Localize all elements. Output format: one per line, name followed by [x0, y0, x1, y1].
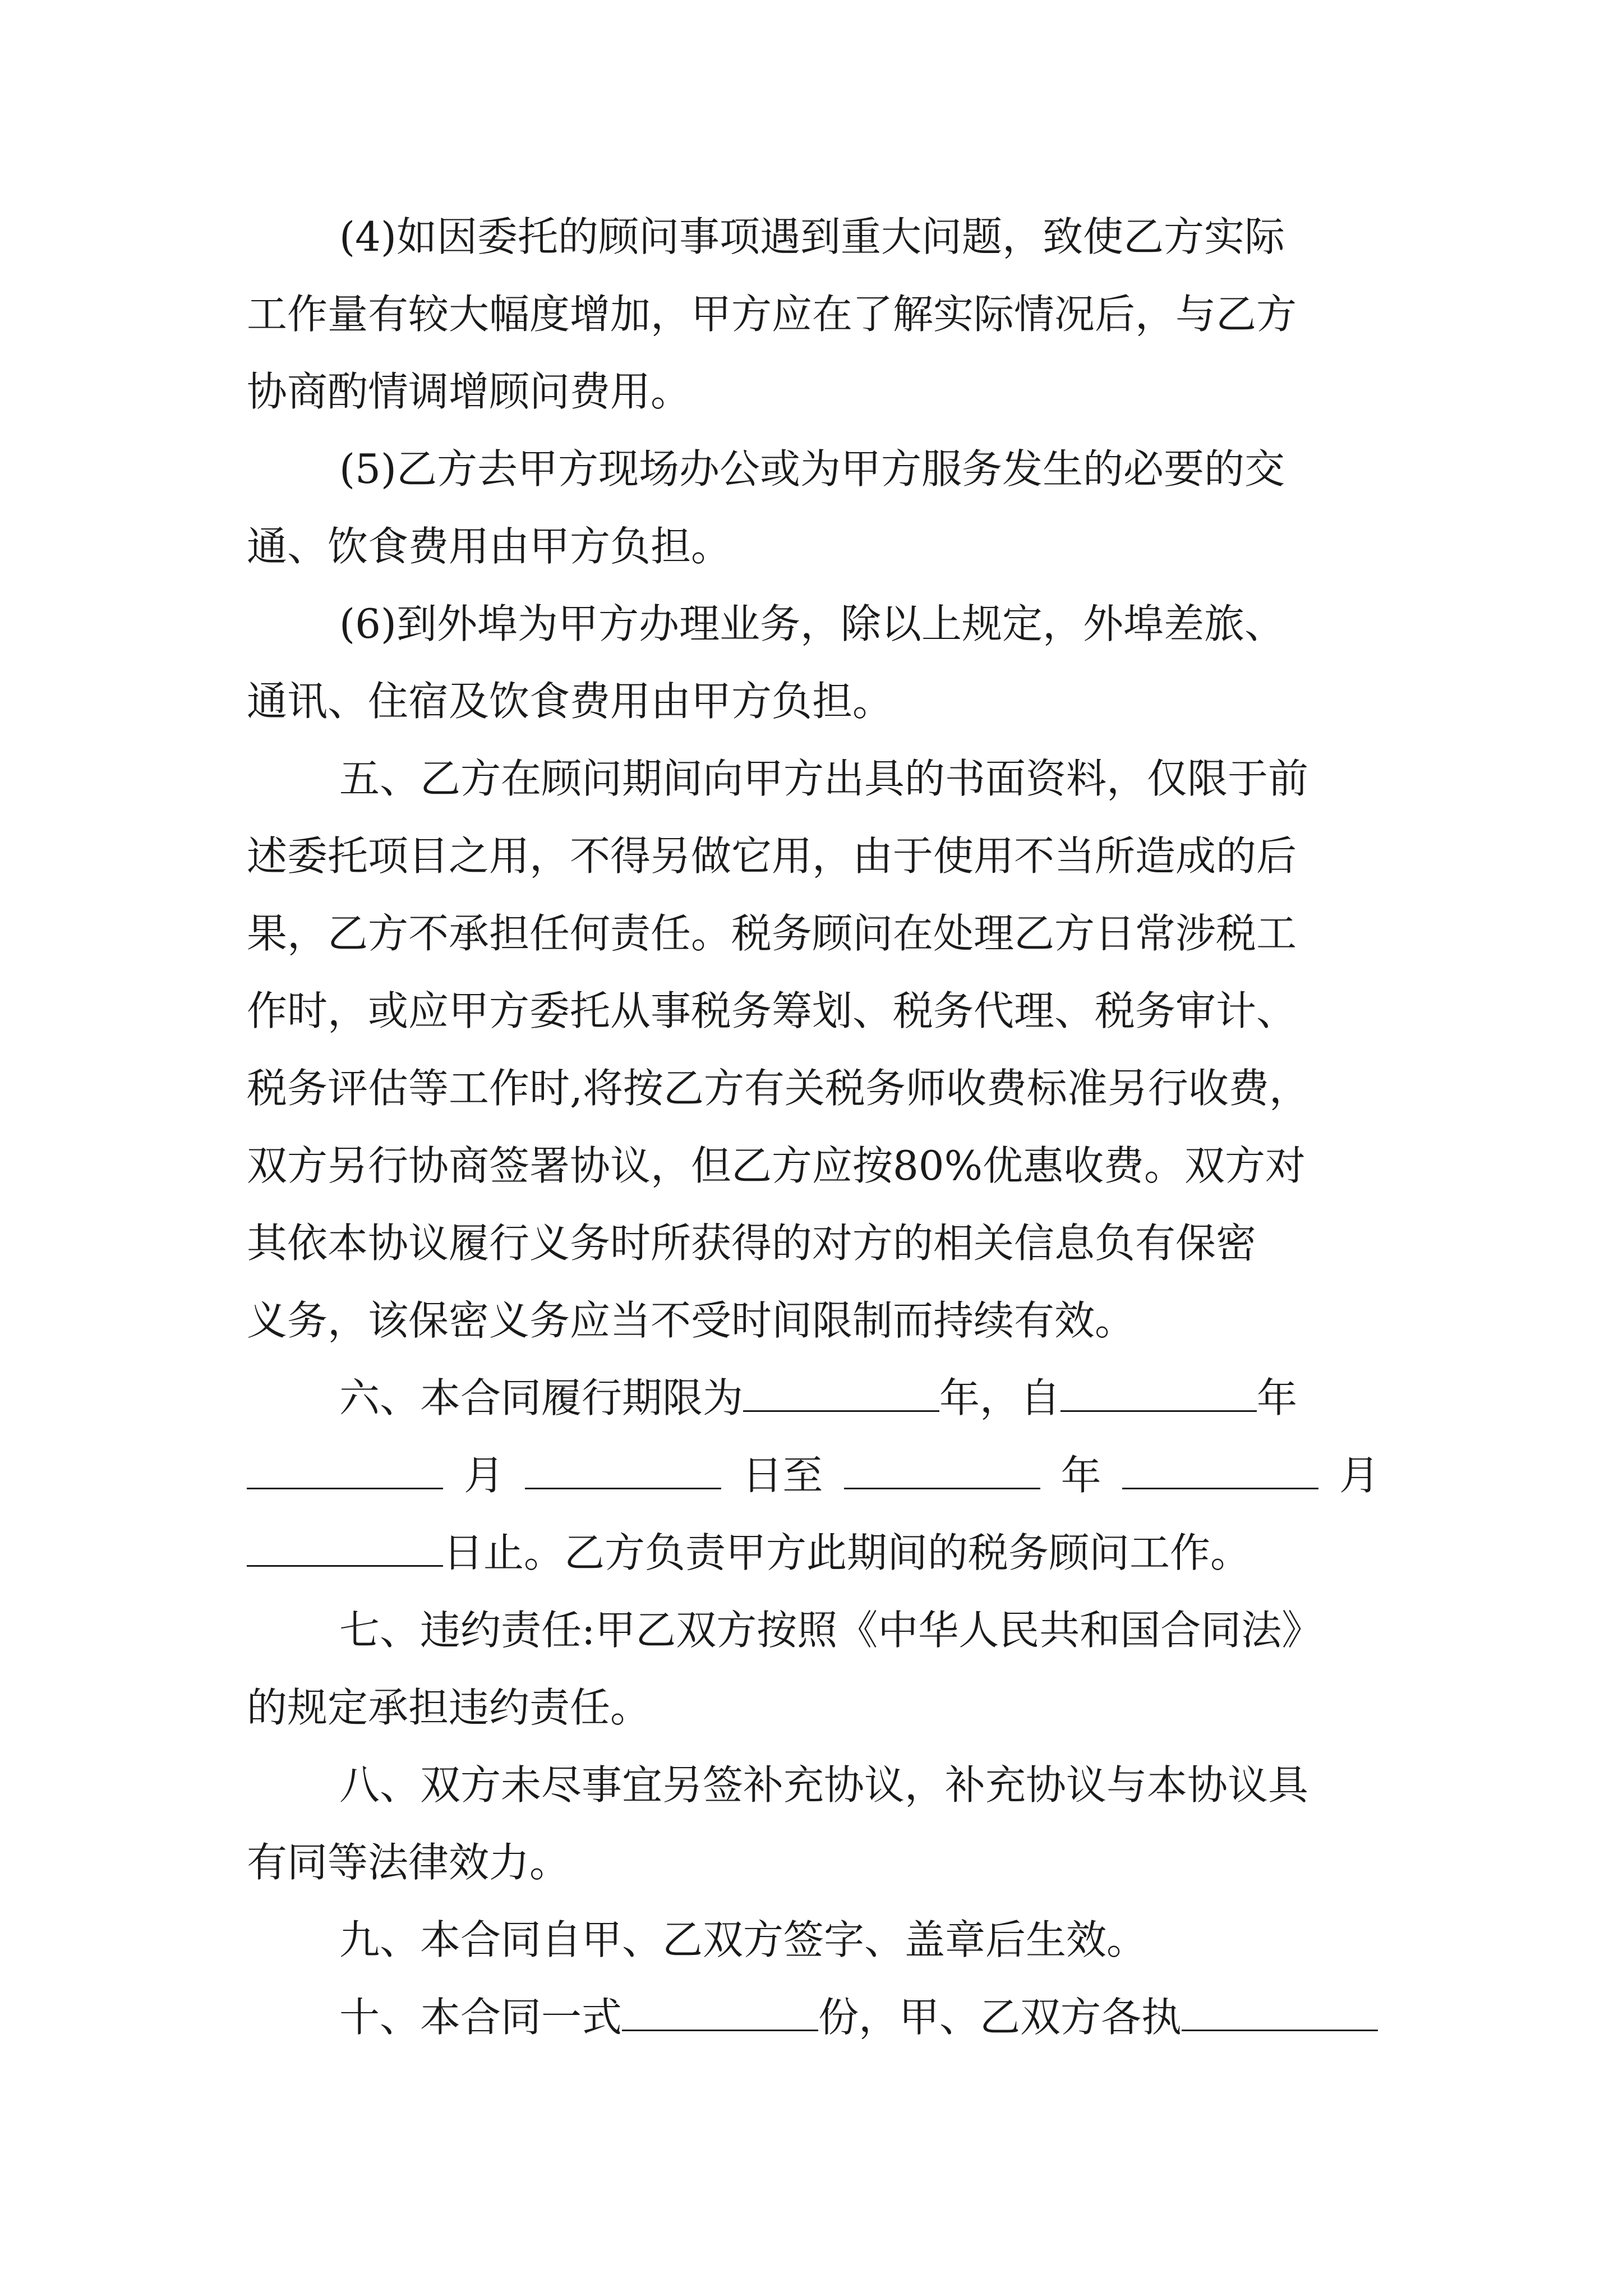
blank-field	[1122, 1451, 1318, 1489]
paragraph-line: (4)如因委托的顾问事项遇到重大问题，致使乙方实际	[339, 213, 1285, 260]
paragraph-line: 有同等法律效力。	[247, 1839, 570, 1886]
paragraph-line: 其依本协议履行义务时所获得的对方的相关信息负有保密	[247, 1220, 1257, 1267]
term-year-label: 年	[1061, 1452, 1101, 1499]
term-day-to-label: 日至	[742, 1452, 823, 1499]
paragraph-line: 五、乙方在顾问期间向甲方出具的书面资料，仅限于前	[339, 755, 1309, 802]
paragraph-line: (6)到外埠为甲方办理业务，除以上规定，外埠差旅、	[339, 600, 1285, 647]
blank-field	[247, 1528, 443, 1567]
term-month-label: 月	[1339, 1452, 1380, 1499]
term-line-1	[339, 1364, 1380, 1432]
term-line-2	[247, 1442, 1380, 1509]
term-prefix: 六、本合同履行期限为	[339, 1374, 744, 1421]
copies-prefix: 十、本合同一式	[339, 1994, 623, 2041]
paragraph-line: 作时，或应甲方委托从事税务筹划、税务代理、税务审计、	[247, 987, 1297, 1034]
paragraph-line: 八、双方未尽事宜另签补充协议，补充协议与本协议具	[339, 1761, 1309, 1809]
paragraph-line: 通、饮食费用由甲方负担。	[247, 523, 732, 570]
blank-field	[844, 1451, 1040, 1489]
paragraph-line: 的规定承担违约责任。	[247, 1684, 651, 1731]
paragraph-line: 述委托项目之用，不得另做它用，由于使用不当所造成的后	[247, 832, 1297, 880]
blank-field	[622, 1993, 818, 2031]
blank-field	[1182, 1993, 1378, 2031]
term-from-label: ，自	[980, 1374, 1061, 1421]
paragraph-line: (5)乙方去甲方现场办公或为甲方服务发生的必要的交	[339, 445, 1285, 493]
paragraph-line: 九、本合同自甲、乙双方签字、盖章后生效。	[339, 1916, 1147, 1963]
term-year-label: 年	[939, 1374, 980, 1421]
term-end-text: 日止。乙方负责甲方此期间的税务顾问工作。	[443, 1529, 1251, 1576]
blank-field	[743, 1373, 939, 1412]
paragraph-line: 义务，该保密义务应当不受时间限制而持续有效。	[247, 1297, 1136, 1344]
copies-mid: 份，甲、乙双方各执	[818, 1994, 1182, 2041]
paragraph-line: 果，乙方不承担任何责任。税务顾问在处理乙方日常涉税工	[247, 910, 1297, 957]
blank-field	[525, 1451, 721, 1489]
term-year-label: 年	[1257, 1374, 1298, 1421]
blank-field	[1061, 1373, 1257, 1412]
copies-line	[339, 1984, 1380, 2051]
paragraph-line: 税务评估等工作时,将按乙方有关税务师收费标准另行收费，	[247, 1065, 1310, 1112]
paragraph-line: 七、违约责任:甲乙双方按照《中华人民共和国合同法》	[339, 1607, 1322, 1654]
term-month-label: 月	[464, 1452, 505, 1499]
blank-field	[247, 1451, 443, 1489]
paragraph-line: 协商酌情调增顾问费用。	[247, 368, 691, 415]
paragraph-line: 双方另行协商签署协议，但乙方应按80%优惠收费。双方对	[247, 1142, 1306, 1189]
paragraph-line: 通讯、住宿及饮食费用由甲方负担。	[247, 678, 893, 725]
paragraph-line: 工作量有较大幅度增加，甲方应在了解实际情况后，与乙方	[247, 291, 1297, 338]
term-line-3	[247, 1519, 1380, 1586]
